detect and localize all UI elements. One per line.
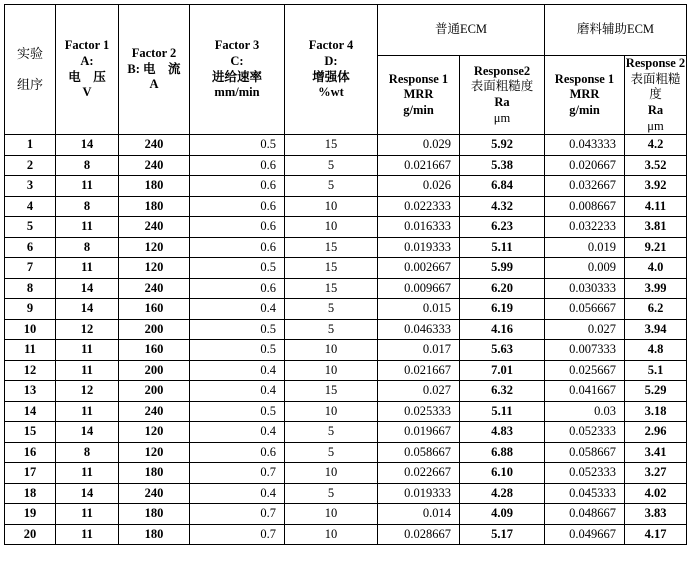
cell-abrasive-mrr: 0.043333 [545, 135, 625, 156]
header-factor4-name: 增强体 [312, 69, 350, 84]
cell-current: 180 [119, 504, 190, 525]
header-g2-response1-unit: g/min [569, 102, 600, 117]
cell-abrasive-ra: 4.8 [625, 340, 687, 361]
cell-current: 120 [119, 442, 190, 463]
cell-ordinary-mrr: 0.022667 [378, 463, 460, 484]
cell-current: 120 [119, 237, 190, 258]
cell-voltage: 11 [56, 463, 119, 484]
cell-ordinary-ra: 6.84 [460, 176, 545, 197]
header-g1-response2-name: 表面粗糙度 [470, 79, 534, 94]
cell-abrasive-ra: 3.83 [625, 504, 687, 525]
cell-reinforcement: 10 [285, 340, 378, 361]
cell-trial-no: 3 [5, 176, 56, 197]
cell-abrasive-ra: 3.27 [625, 463, 687, 484]
header-g2-response1-title: Response 1 [554, 71, 615, 86]
cell-ordinary-ra: 5.63 [460, 340, 545, 361]
table-body [5, 135, 687, 545]
cell-voltage: 11 [56, 258, 119, 279]
cell-abrasive-ra: 4.0 [625, 258, 687, 279]
header-g1-response1 [378, 56, 460, 135]
cell-ordinary-ra: 4.28 [460, 483, 545, 504]
cell-abrasive-mrr: 0.009 [545, 258, 625, 279]
cell-reinforcement: 15 [285, 135, 378, 156]
cell-feed-rate: 0.4 [190, 483, 285, 504]
header-factor4 [285, 5, 378, 135]
cell-feed-rate: 0.6 [190, 176, 285, 197]
cell-voltage: 12 [56, 319, 119, 340]
cell-voltage: 11 [56, 217, 119, 238]
header-factor2 [119, 5, 190, 135]
cell-ordinary-mrr: 0.046333 [378, 319, 460, 340]
cell-abrasive-ra: 4.02 [625, 483, 687, 504]
table-row [5, 196, 687, 217]
cell-abrasive-mrr: 0.045333 [545, 483, 625, 504]
table-row [5, 135, 687, 156]
cell-reinforcement: 10 [285, 463, 378, 484]
header-g1-response2-title: Response2 [473, 63, 531, 78]
cell-ordinary-ra: 6.23 [460, 217, 545, 238]
cell-abrasive-ra: 5.29 [625, 381, 687, 402]
cell-trial-no: 14 [5, 401, 56, 422]
cell-feed-rate: 0.6 [190, 196, 285, 217]
table-row [5, 217, 687, 238]
cell-ordinary-ra: 4.16 [460, 319, 545, 340]
cell-feed-rate: 0.4 [190, 422, 285, 443]
cell-reinforcement: 10 [285, 524, 378, 545]
cell-trial-no: 17 [5, 463, 56, 484]
table-row [5, 483, 687, 504]
cell-trial-no: 16 [5, 442, 56, 463]
cell-ordinary-ra: 6.88 [460, 442, 545, 463]
group-ordinary-ecm-label: 普通ECM [434, 22, 488, 37]
cell-trial-no: 18 [5, 483, 56, 504]
cell-trial-no: 9 [5, 299, 56, 320]
cell-current: 200 [119, 360, 190, 381]
cell-feed-rate: 0.6 [190, 237, 285, 258]
cell-abrasive-mrr: 0.020667 [545, 155, 625, 176]
cell-abrasive-mrr: 0.052333 [545, 422, 625, 443]
cell-ordinary-mrr: 0.021667 [378, 155, 460, 176]
header-factor4-unit: %wt [318, 85, 344, 100]
header-g1-response1-unit: g/min [403, 102, 434, 117]
cell-ordinary-ra: 6.10 [460, 463, 545, 484]
cell-abrasive-ra: 3.92 [625, 176, 687, 197]
cell-trial-no: 2 [5, 155, 56, 176]
cell-voltage: 8 [56, 237, 119, 258]
cell-ordinary-ra: 6.20 [460, 278, 545, 299]
cell-feed-rate: 0.4 [190, 299, 285, 320]
header-trial-line1: 实验 [16, 46, 43, 62]
cell-ordinary-mrr: 0.014 [378, 504, 460, 525]
cell-ordinary-mrr: 0.019667 [378, 422, 460, 443]
cell-trial-no: 10 [5, 319, 56, 340]
cell-abrasive-ra: 2.96 [625, 422, 687, 443]
cell-ordinary-ra: 4.83 [460, 422, 545, 443]
cell-ordinary-mrr: 0.016333 [378, 217, 460, 238]
cell-ordinary-mrr: 0.019333 [378, 483, 460, 504]
table-row [5, 319, 687, 340]
group-ordinary-ecm [378, 5, 545, 56]
cell-voltage: 14 [56, 278, 119, 299]
table-row [5, 176, 687, 197]
header-factor1-letter: A: [80, 53, 94, 68]
cell-ordinary-mrr: 0.027 [378, 381, 460, 402]
table-row [5, 442, 687, 463]
table-row [5, 463, 687, 484]
cell-reinforcement: 5 [285, 176, 378, 197]
cell-ordinary-ra: 6.19 [460, 299, 545, 320]
header-g2-response2-title: Response 2 [625, 56, 686, 70]
cell-abrasive-mrr: 0.030333 [545, 278, 625, 299]
cell-current: 240 [119, 217, 190, 238]
header-factor3-unit: mm/min [214, 85, 260, 100]
cell-ordinary-ra: 6.32 [460, 381, 545, 402]
cell-abrasive-ra: 4.11 [625, 196, 687, 217]
cell-reinforcement: 5 [285, 442, 378, 463]
cell-trial-no: 19 [5, 504, 56, 525]
cell-abrasive-ra: 4.17 [625, 524, 687, 545]
cell-reinforcement: 10 [285, 504, 378, 525]
cell-trial-no: 20 [5, 524, 56, 545]
cell-reinforcement: 5 [285, 299, 378, 320]
cell-ordinary-ra: 5.11 [460, 401, 545, 422]
cell-ordinary-mrr: 0.002667 [378, 258, 460, 279]
cell-reinforcement: 5 [285, 155, 378, 176]
cell-reinforcement: 5 [285, 422, 378, 443]
header-factor3 [190, 5, 285, 135]
cell-ordinary-mrr: 0.058667 [378, 442, 460, 463]
header-factor2-unit: A [149, 77, 159, 92]
cell-trial-no: 4 [5, 196, 56, 217]
table-row [5, 360, 687, 381]
cell-ordinary-ra: 4.32 [460, 196, 545, 217]
header-factor4-letter: D: [324, 53, 338, 68]
header-factor1-unit: V [82, 85, 92, 100]
cell-ordinary-mrr: 0.028667 [378, 524, 460, 545]
cell-feed-rate: 0.5 [190, 401, 285, 422]
cell-abrasive-ra: 9.21 [625, 237, 687, 258]
cell-voltage: 11 [56, 401, 119, 422]
cell-current: 180 [119, 524, 190, 545]
cell-feed-rate: 0.4 [190, 381, 285, 402]
cell-ordinary-ra: 5.99 [460, 258, 545, 279]
cell-current: 180 [119, 176, 190, 197]
cell-abrasive-ra: 3.99 [625, 278, 687, 299]
cell-abrasive-mrr: 0.008667 [545, 196, 625, 217]
cell-ordinary-ra: 5.92 [460, 135, 545, 156]
cell-abrasive-ra: 3.81 [625, 217, 687, 238]
cell-abrasive-mrr: 0.058667 [545, 442, 625, 463]
group-abrasive-ecm-label: 磨料辅助ECM [576, 22, 655, 37]
cell-reinforcement: 10 [285, 196, 378, 217]
cell-abrasive-mrr: 0.007333 [545, 340, 625, 361]
header-factor4-title: Factor 4 [308, 38, 354, 53]
cell-abrasive-mrr: 0.041667 [545, 381, 625, 402]
cell-trial-no: 5 [5, 217, 56, 238]
cell-abrasive-ra: 3.94 [625, 319, 687, 340]
cell-abrasive-mrr: 0.019 [545, 237, 625, 258]
cell-abrasive-mrr: 0.032667 [545, 176, 625, 197]
header-g2-response2-symbol: Ra [647, 102, 664, 117]
cell-ordinary-mrr: 0.015 [378, 299, 460, 320]
cell-current: 240 [119, 483, 190, 504]
header-g2-response2-name: 表面粗糙度 [630, 71, 681, 102]
cell-trial-no: 11 [5, 340, 56, 361]
cell-feed-rate: 0.7 [190, 504, 285, 525]
cell-abrasive-ra: 3.41 [625, 442, 687, 463]
cell-reinforcement: 5 [285, 319, 378, 340]
cell-abrasive-mrr: 0.027 [545, 319, 625, 340]
header-trial [5, 5, 56, 135]
table-row [5, 299, 687, 320]
cell-abrasive-ra: 4.2 [625, 135, 687, 156]
cell-voltage: 8 [56, 155, 119, 176]
cell-abrasive-ra: 5.1 [625, 360, 687, 381]
cell-current: 160 [119, 340, 190, 361]
cell-abrasive-ra: 3.52 [625, 155, 687, 176]
header-factor3-name: 进给速率 [211, 69, 262, 84]
cell-ordinary-ra: 5.38 [460, 155, 545, 176]
cell-trial-no: 12 [5, 360, 56, 381]
cell-trial-no: 7 [5, 258, 56, 279]
cell-ordinary-mrr: 0.019333 [378, 237, 460, 258]
header-factor2-title: Factor 2 [131, 46, 177, 61]
cell-feed-rate: 0.6 [190, 278, 285, 299]
cell-voltage: 11 [56, 504, 119, 525]
table-row [5, 258, 687, 279]
cell-voltage: 11 [56, 524, 119, 545]
cell-voltage: 14 [56, 299, 119, 320]
cell-ordinary-ra: 4.09 [460, 504, 545, 525]
header-factor1-name: 电 压 [68, 69, 106, 84]
cell-feed-rate: 0.5 [190, 135, 285, 156]
cell-ordinary-ra: 5.17 [460, 524, 545, 545]
cell-current: 180 [119, 196, 190, 217]
cell-abrasive-mrr: 0.032233 [545, 217, 625, 238]
cell-reinforcement: 10 [285, 360, 378, 381]
cell-reinforcement: 5 [285, 483, 378, 504]
header-g1-response1-title: Response 1 [388, 71, 449, 86]
cell-voltage: 12 [56, 381, 119, 402]
cell-abrasive-mrr: 0.03 [545, 401, 625, 422]
cell-feed-rate: 0.7 [190, 524, 285, 545]
table-row [5, 278, 687, 299]
cell-current: 240 [119, 278, 190, 299]
cell-trial-no: 8 [5, 278, 56, 299]
header-trial-line2: 组序 [16, 76, 43, 92]
cell-trial-no: 1 [5, 135, 56, 156]
table-row [5, 237, 687, 258]
header-g1-response2-unit: μm [493, 110, 511, 125]
table-row [5, 504, 687, 525]
cell-ordinary-ra: 7.01 [460, 360, 545, 381]
cell-reinforcement: 15 [285, 237, 378, 258]
header-factor1-title: Factor 1 [64, 38, 110, 53]
group-abrasive-ecm [545, 5, 687, 56]
cell-current: 200 [119, 381, 190, 402]
cell-abrasive-ra: 6.2 [625, 299, 687, 320]
cell-feed-rate: 0.6 [190, 155, 285, 176]
cell-reinforcement: 15 [285, 381, 378, 402]
cell-reinforcement: 15 [285, 278, 378, 299]
cell-ordinary-mrr: 0.026 [378, 176, 460, 197]
cell-abrasive-mrr: 0.049667 [545, 524, 625, 545]
cell-feed-rate: 0.6 [190, 217, 285, 238]
cell-trial-no: 6 [5, 237, 56, 258]
cell-abrasive-mrr: 0.052333 [545, 463, 625, 484]
cell-ordinary-ra: 5.11 [460, 237, 545, 258]
cell-ordinary-mrr: 0.017 [378, 340, 460, 361]
cell-ordinary-mrr: 0.022333 [378, 196, 460, 217]
cell-ordinary-mrr: 0.029 [378, 135, 460, 156]
cell-feed-rate: 0.5 [190, 258, 285, 279]
cell-current: 120 [119, 258, 190, 279]
cell-reinforcement: 10 [285, 217, 378, 238]
table-row [5, 524, 687, 545]
cell-voltage: 11 [56, 340, 119, 361]
cell-feed-rate: 0.5 [190, 340, 285, 361]
cell-ordinary-mrr: 0.021667 [378, 360, 460, 381]
cell-feed-rate: 0.5 [190, 319, 285, 340]
experiment-table [4, 4, 687, 545]
table-row [5, 381, 687, 402]
cell-current: 200 [119, 319, 190, 340]
header-g2-response2 [625, 56, 687, 135]
cell-feed-rate: 0.7 [190, 463, 285, 484]
cell-abrasive-mrr: 0.025667 [545, 360, 625, 381]
header-factor2-name: B: 电 流 [127, 61, 181, 76]
table-row [5, 422, 687, 443]
cell-feed-rate: 0.4 [190, 360, 285, 381]
cell-current: 240 [119, 135, 190, 156]
cell-current: 240 [119, 401, 190, 422]
cell-reinforcement: 15 [285, 258, 378, 279]
cell-voltage: 8 [56, 196, 119, 217]
cell-voltage: 14 [56, 483, 119, 504]
table-row [5, 155, 687, 176]
cell-current: 180 [119, 463, 190, 484]
header-g1-response2-symbol: Ra [494, 95, 510, 110]
header-g1-response1-name: MRR [403, 87, 434, 102]
header-factor3-letter: C: [230, 53, 244, 68]
header-g2-response1 [545, 56, 625, 135]
cell-voltage: 14 [56, 422, 119, 443]
cell-trial-no: 13 [5, 381, 56, 402]
cell-voltage: 8 [56, 442, 119, 463]
header-factor3-title: Factor 3 [214, 38, 260, 53]
cell-abrasive-mrr: 0.056667 [545, 299, 625, 320]
cell-abrasive-ra: 3.18 [625, 401, 687, 422]
header-g2-response1-name: MRR [569, 87, 600, 102]
cell-current: 120 [119, 422, 190, 443]
header-g1-response2 [460, 56, 545, 135]
cell-current: 160 [119, 299, 190, 320]
cell-reinforcement: 10 [285, 401, 378, 422]
cell-voltage: 11 [56, 360, 119, 381]
cell-feed-rate: 0.6 [190, 442, 285, 463]
table-row [5, 340, 687, 361]
cell-trial-no: 15 [5, 422, 56, 443]
header-g2-response2-unit: μm [647, 118, 664, 133]
header-factor1 [56, 5, 119, 135]
cell-voltage: 11 [56, 176, 119, 197]
cell-ordinary-mrr: 0.025333 [378, 401, 460, 422]
cell-ordinary-mrr: 0.009667 [378, 278, 460, 299]
cell-abrasive-mrr: 0.048667 [545, 504, 625, 525]
table-row [5, 401, 687, 422]
cell-current: 240 [119, 155, 190, 176]
cell-voltage: 14 [56, 135, 119, 156]
